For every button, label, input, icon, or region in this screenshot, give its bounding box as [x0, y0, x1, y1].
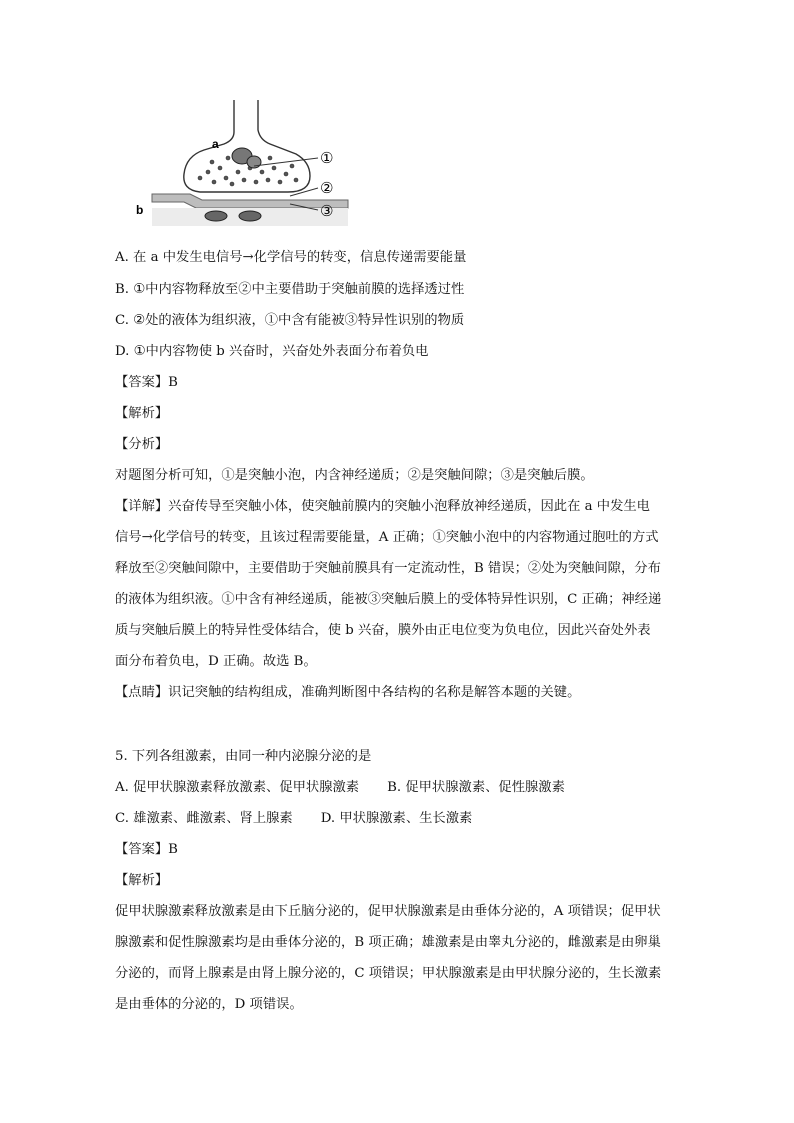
callout-3: ③ [320, 202, 334, 220]
q5-analysis-line: 腺激素和促性腺激素均是由垂体分泌的，B 项正确；雄激素是由睾丸分泌的，雌激素是由卵巢 [115, 935, 661, 950]
mitochondrion-shape [239, 211, 261, 221]
q5-options-row-1 [115, 778, 565, 798]
q4-detail-line: 面分布着负电，D 正确。故选 B。 [115, 654, 317, 669]
postsynaptic-membrane [152, 194, 348, 208]
q4-detail-line: 【详解】兴奋传导至突触小体，使突触前膜内的突触小泡释放神经递质，因此在 a 中发生电 [115, 499, 650, 514]
label-b: b [136, 203, 144, 217]
q4-option-c: C. ②处的液体为组织液，①中含有能被③特异性识别的物质 [115, 313, 465, 328]
synapse-diagram [136, 96, 350, 228]
q4-answer: 【答案】B [115, 375, 178, 390]
q5-analysis-heading: 【解析】 [115, 873, 169, 888]
q5-analysis-line: 分泌的，而肾上腺素是由肾上腺分泌的，C 项错误；甲状腺激素是由甲状腺分泌的，生长激素 [115, 966, 662, 981]
q4-detail-line: 信号→化学信号的转变，且该过程需要能量，A 正确；①突触小泡中的内容物通过胞吐的方式 [115, 530, 659, 545]
callout-2: ② [320, 179, 334, 197]
q4-fenxi-text: 对题图分析可知，①是突触小泡，内含神经递质；②是突触间隙；③是突触后膜。 [115, 468, 594, 483]
q5-options-row-2 [115, 809, 472, 829]
q4-detail-line: 释放至②突触间隙中，主要借助于突触前膜具有一定流动性，B 错误；②处为突触间隙，分布 [115, 561, 661, 576]
q4-detail-line: 的液体为组织液。①中含有神经递质，能被③突触后膜上的受体特异性识别，C 正确；神经递 [115, 592, 662, 607]
q4-analysis-heading: 【解析】 [115, 406, 169, 421]
q5-answer: 【答案】B [115, 842, 178, 857]
presynaptic-terminal [184, 100, 310, 192]
label-a: a [212, 137, 219, 151]
q5-option-b: B. 促甲状腺激素、促性腺激素 [387, 780, 565, 795]
q4-fenxi-heading: 【分析】 [115, 437, 169, 452]
q5-option-c: C. 雄激素、雌激素、肾上腺素 [115, 811, 293, 826]
q5-stem: 5. 下列各组激素，由同一种内泌腺分泌的是 [115, 749, 372, 764]
q5-analysis-line: 促甲状腺激素释放激素是由下丘脑分泌的，促甲状腺激素是由垂体分泌的，A 项错误；促甲状 [115, 904, 661, 919]
mitochondrion-shape [247, 156, 261, 168]
q5-analysis-line: 是由垂体的分泌的，D 项错误。 [115, 997, 303, 1012]
q4-option-d: D. ①中内容物使 b 兴奋时，兴奋处外表面分布着负电 [115, 344, 429, 359]
q4-detail-line: 质与突触后膜上的特异性受体结合，使 b 兴奋，膜外由正电位变为负电位，因此兴奋处外表 [115, 623, 651, 638]
mitochondrion-shape [205, 211, 227, 221]
q4-option-b: B. ①中内容物释放至②中主要借助于突触前膜的选择透过性 [115, 282, 465, 297]
q4-option-a: A. 在 a 中发生电信号→化学信号的转变，信息传递需要能量 [115, 250, 467, 265]
synapse-diagram-svg [136, 96, 350, 228]
q5-option-d: D. 甲状腺激素、生长激素 [320, 811, 473, 826]
q4-dianjing: 【点睛】识记突触的结构组成，准确判断图中各结构的名称是解答本题的关键。 [115, 685, 581, 700]
q5-option-a: A. 促甲状腺激素释放激素、促甲状腺激素 [115, 780, 360, 795]
callout-1: ① [320, 149, 334, 167]
